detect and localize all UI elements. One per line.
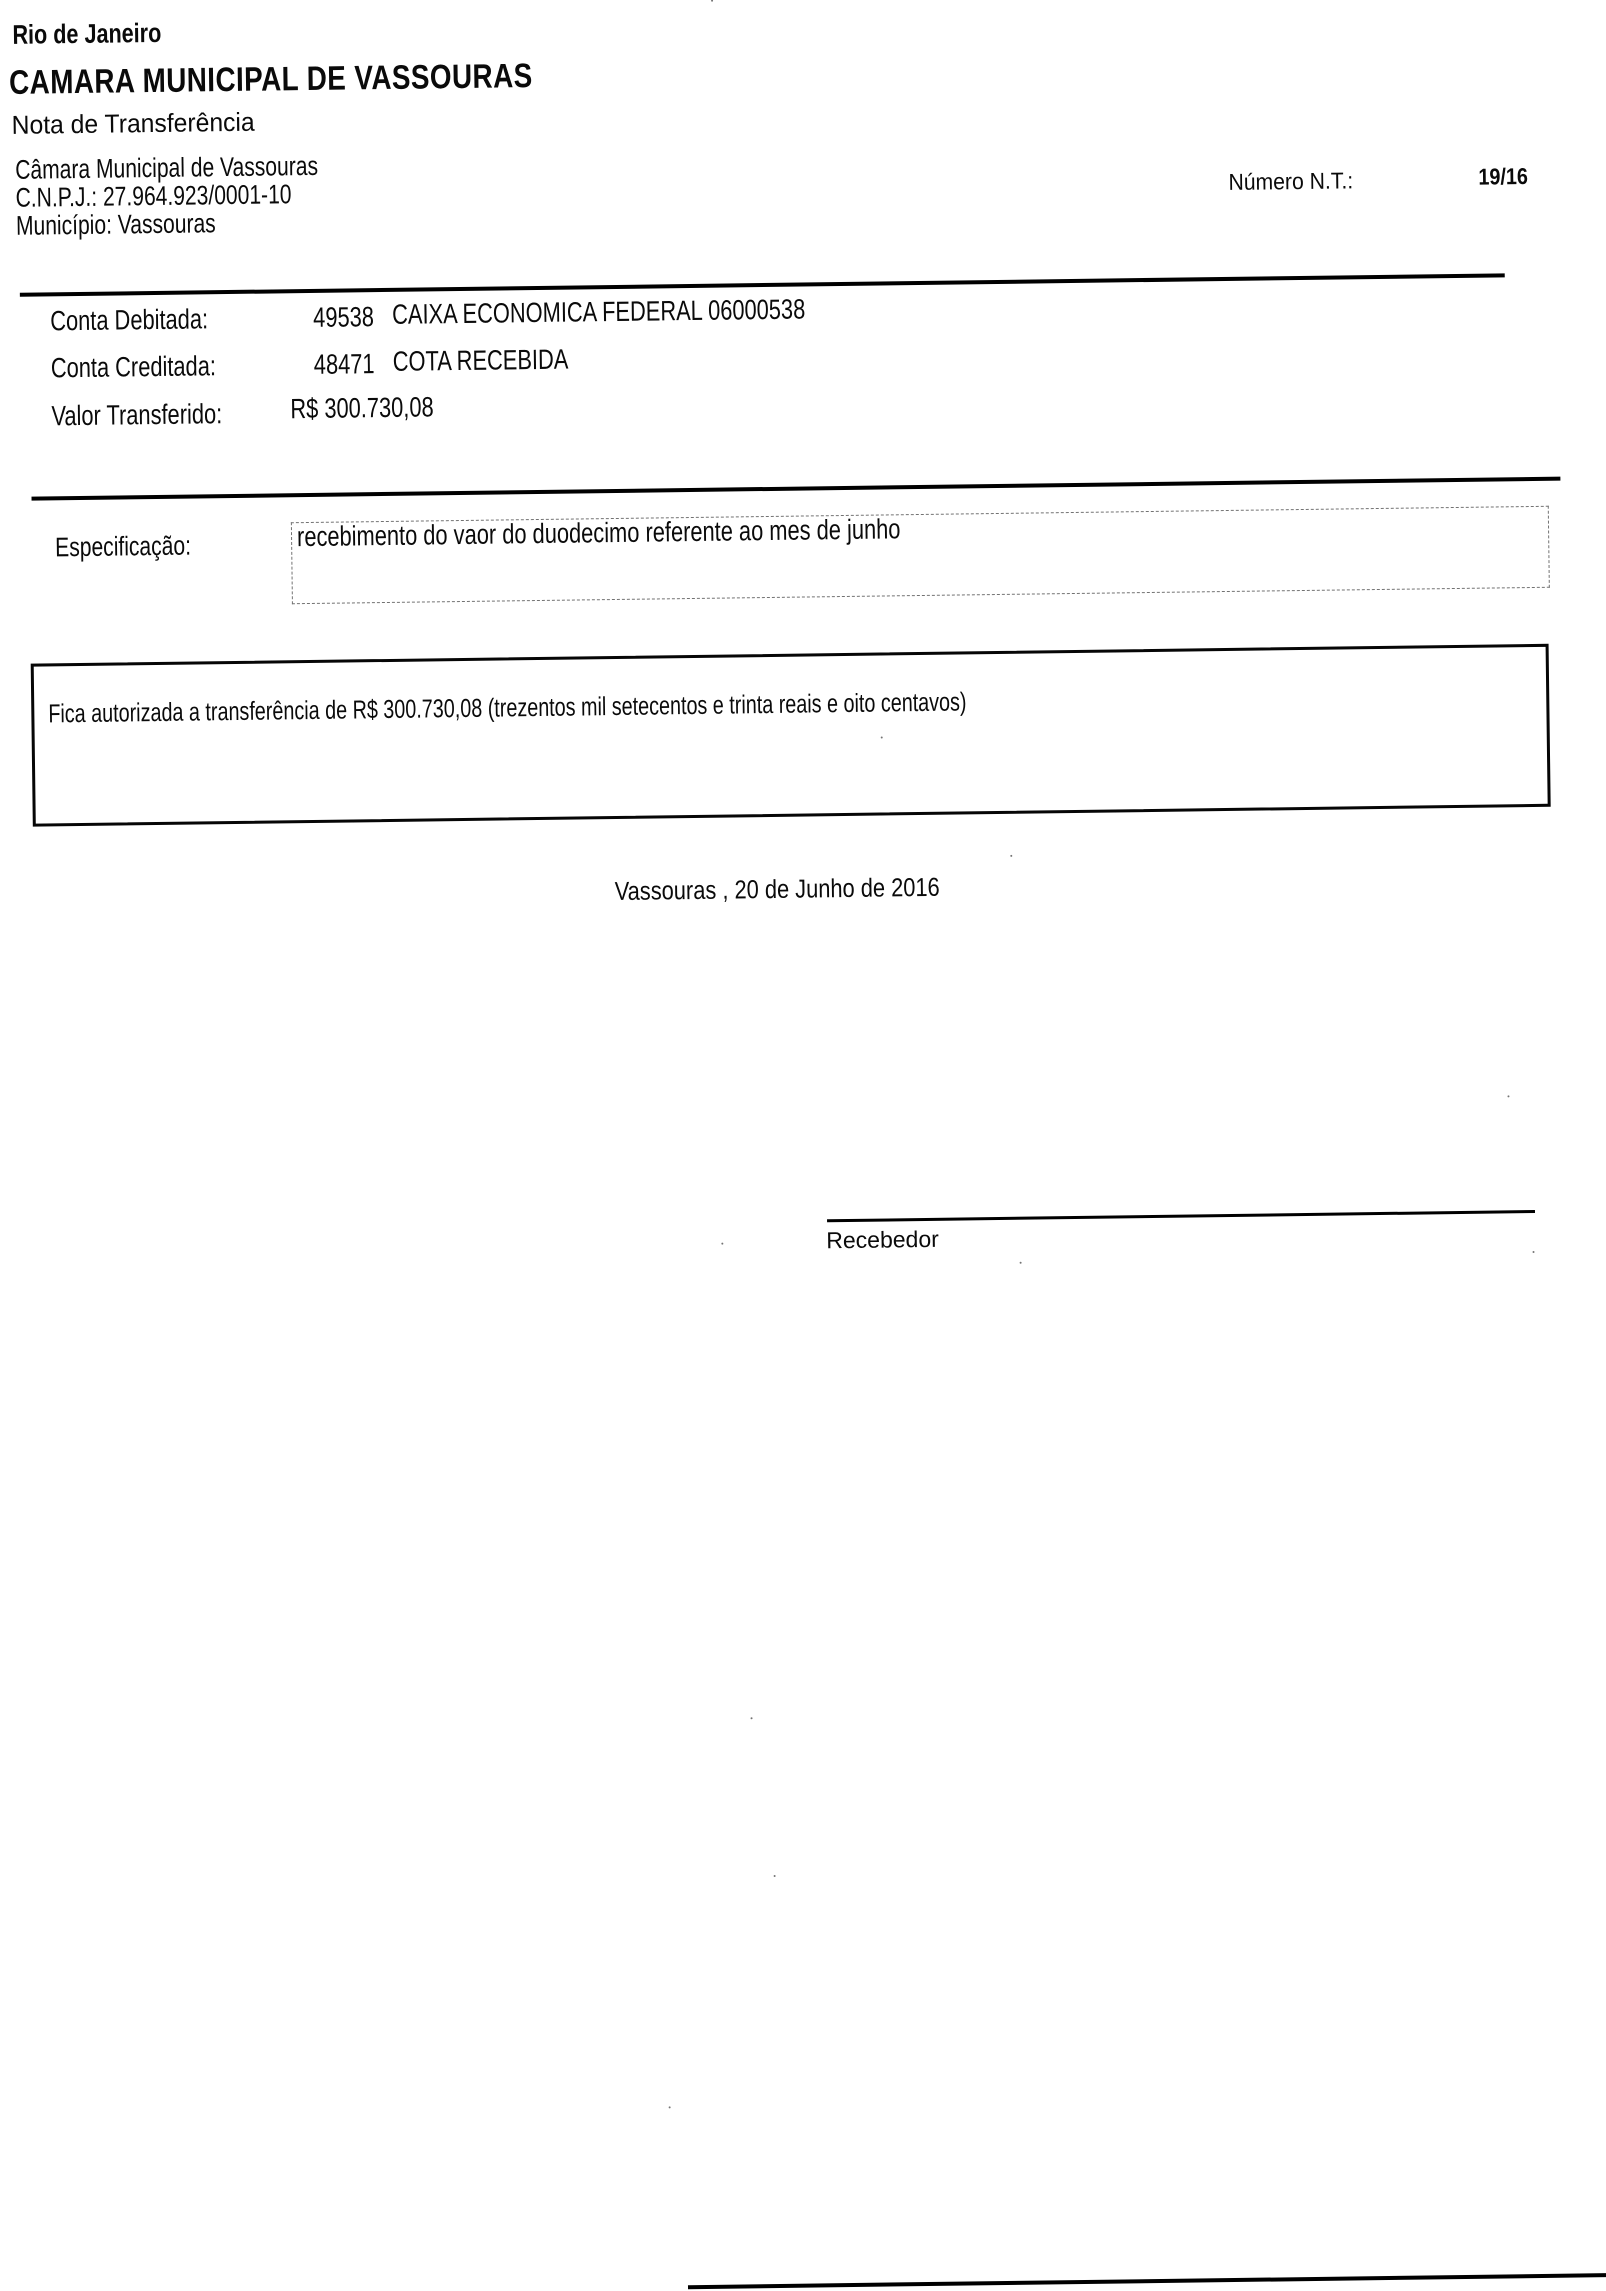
- credited-account-code: 48471: [313, 348, 375, 380]
- signature-line: [827, 1210, 1535, 1222]
- scan-speck: [711, 0, 713, 2]
- specification-label: Especificação:: [54, 530, 192, 563]
- scan-speck: [751, 1717, 753, 1719]
- scan-speck: [1010, 855, 1012, 857]
- credited-account-name: COTA RECEBIDA: [392, 343, 569, 377]
- scan-speck: [1507, 1095, 1509, 1097]
- debited-account-code: 49538: [312, 301, 375, 333]
- issuer-name: Câmara Municipal de Vassouras: [15, 150, 319, 185]
- state-name: Rio de Janeiro: [12, 17, 162, 50]
- signature-label: Recebedor: [826, 1225, 939, 1254]
- specification-value: recebimento do vaor do duodecimo referente ao mes de junho: [296, 513, 901, 553]
- authorization-box: [31, 644, 1551, 827]
- entity-name: CAMARA MUNICIPAL DE VASSOURAS: [8, 57, 533, 102]
- document-title: Nota de Transferência: [11, 106, 255, 140]
- scan-speck: [1020, 1262, 1022, 1264]
- scan-speck: [721, 1243, 723, 1245]
- scan-speck: [1533, 1251, 1535, 1253]
- transferred-value-label: Valor Transferido:: [51, 398, 223, 432]
- authorization-text: Fica autorizada a transferência de R$ 300.730,08 (trezentos mil setecentos e trinta reais e oito centavos): [48, 686, 967, 729]
- transferred-value: R$ 300.730,08: [290, 391, 434, 425]
- issuer-municipality: Município: Vassouras: [15, 208, 216, 241]
- credited-account-label: Conta Creditada:: [50, 350, 217, 384]
- scan-speck: [774, 1875, 776, 1877]
- scan-speck: [881, 737, 883, 739]
- bottom-edge-rule: [688, 2271, 1606, 2289]
- issuer-cnpj: C.N.P.J.: 27.964.923/0001-10: [15, 179, 292, 213]
- section-divider-rule: [32, 477, 1561, 501]
- nt-number-value: 19/16: [1478, 163, 1529, 190]
- date-line: Vassouras , 20 de Junho de 2016: [614, 871, 940, 907]
- nt-number-label: Número N.T.:: [1228, 167, 1354, 195]
- debited-account-name: CAIXA ECONOMICA FEDERAL 06000538: [391, 293, 806, 330]
- scan-speck: [669, 2106, 671, 2108]
- debited-account-label: Conta Debitada:: [50, 303, 209, 337]
- header-divider-rule: [20, 273, 1505, 296]
